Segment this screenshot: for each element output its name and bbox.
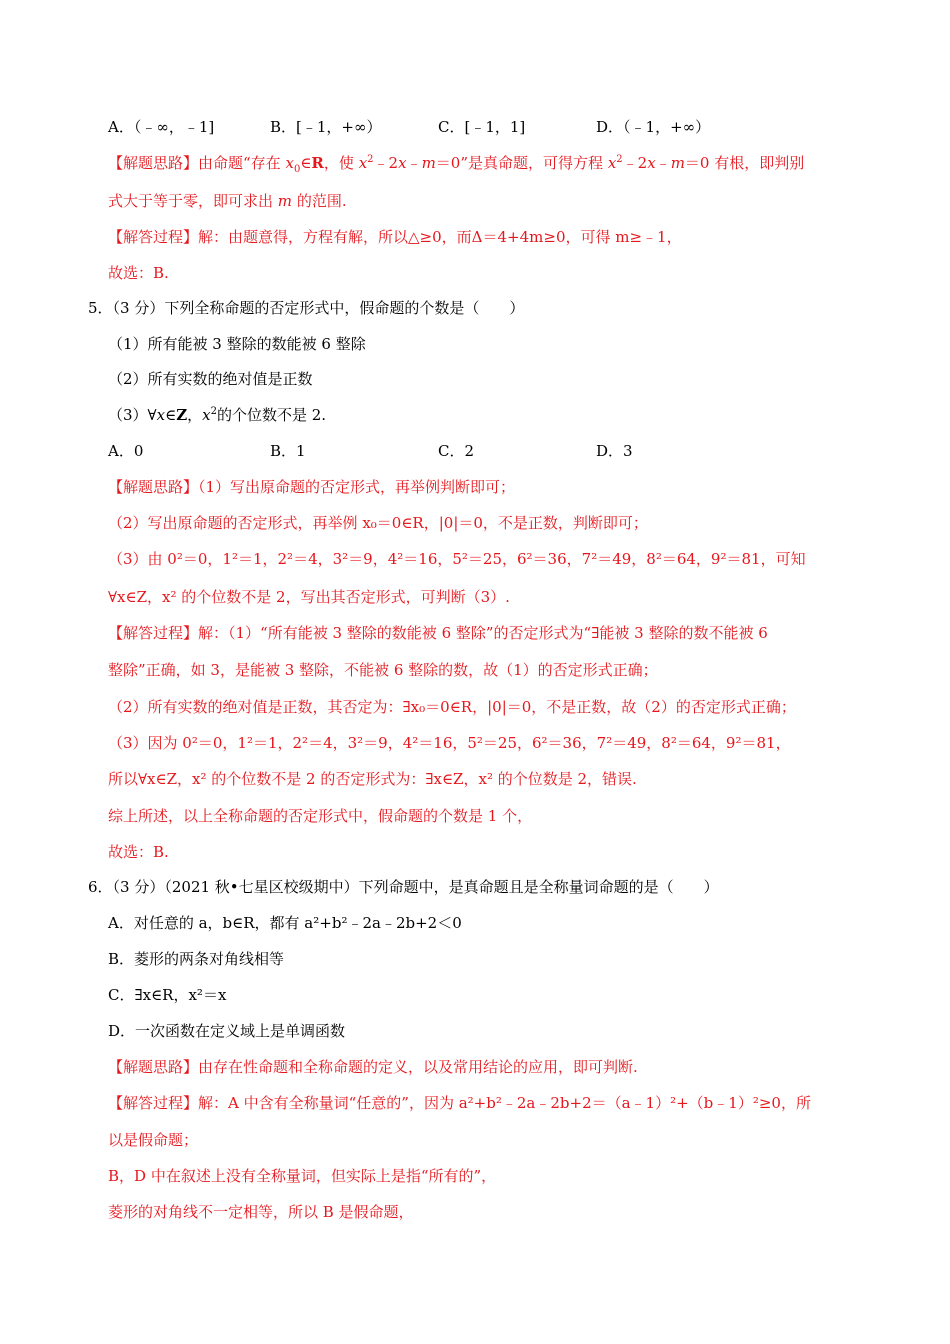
- q5-item-2: （2）所有实数的绝对值是正数: [108, 370, 313, 388]
- q6-hint: 【解题思路】由存在性命题和全称命题的定义，以及常用结论的应用，即可判断.: [108, 1058, 638, 1076]
- q5-hint-line1: 【解题思路】（1）写出原命题的否定形式，再举例判断即可；: [108, 478, 516, 496]
- q4-option-c: C．[﹣1，1]: [438, 118, 526, 136]
- q5-item-3: （3）∀x∈Z，$x^2$的个位数不是 2.: [108, 406, 327, 424]
- q5-sol-label: 【解答过程】: [108, 624, 199, 642]
- q5-sol-line5: 所以∀x∈Z，x² 的个位数不是 2 的否定形式为：∃x∈Z，x² 的个位数是 2，错误.: [108, 770, 637, 788]
- q5-sol-line6: 综上所述，以上全称命题的否定形式中，假命题的个数是 1 个，: [108, 807, 533, 825]
- q4-option-a: A．（﹣∞，﹣1]: [108, 118, 215, 136]
- q6-stem: 6．（3 分）（2021 秋•七星区校级期中）下列命题中，是真命题且是全称量词命题的是（ ）: [88, 878, 719, 896]
- q4-hint-label: 【解题思路】: [108, 154, 199, 172]
- q6-option-d: D．一次函数在定义域上是单调函数: [108, 1022, 346, 1040]
- q4-sol-label: 【解答过程】: [108, 228, 199, 246]
- q6-option-b: B．菱形的两条对角线相等: [108, 950, 285, 968]
- q5-stem: 5．（3 分）下列全称命题的否定形式中，假命题的个数是（ ）: [88, 299, 525, 317]
- q4-hint-line1: 【解题思路】由命题“存在 $x_0\in R$，使 $x^2﹣2x﹣m=0$”是真命题，可得方程 $x^2﹣2x﹣m=0$ 有根，即判别: [108, 154, 805, 175]
- q5-sol-line4: （3）因为 0²＝0，1²＝1，2²＝4，3²＝9，4²＝16，5²＝25，6²＝36，7²＝49，8²＝64，9²＝81，: [108, 734, 791, 752]
- q5-sol-line2: 整除”正确，如 3，是能被 3 整除，不能被 6 整除的数，故（1）的否定形式正确；: [108, 661, 658, 679]
- q5-hint-line3: （3）由 0²＝0，1²＝1，2²＝4，3²＝9，4²＝16，5²＝25，6²＝36，7²＝49，8²＝64，9²＝81，可知: [108, 550, 806, 568]
- q5-sol-line1: 【解答过程】解：（1）“所有能被 3 整除的数能被 6 整除”的否定形式为“∃能被 3 整除的数不能被 6: [108, 624, 768, 642]
- q5-option-b: B．1: [270, 442, 306, 460]
- q5-hint-line2: （2）写出原命题的否定形式，再举例 x₀＝0∈R，|0|＝0，不是正数，判断即可；: [108, 514, 648, 532]
- q6-option-c: C．∃x∈R，x²＝x: [108, 986, 227, 1004]
- q4-answer: 故选：B.: [108, 264, 169, 282]
- q6-sol-line4: 菱形的对角线不一定相等，所以 B 是假命题，: [108, 1203, 414, 1221]
- q4-option-b: B．[﹣1，+∞）: [270, 118, 382, 136]
- q4-option-d: D．（﹣1，+∞）: [596, 118, 711, 136]
- q6-sol-line2: 以是假命题；: [108, 1131, 199, 1149]
- q4-solution: 【解答过程】解：由题意得，方程有解，所以△≥0，而Δ＝4+4m≥0，可得 m≥﹣1，: [108, 228, 682, 246]
- q6-option-a: A．对任意的 a，b∈R，都有 a²+b²﹣2a﹣2b+2＜0: [108, 914, 462, 932]
- q5-option-c: C．2: [438, 442, 475, 460]
- q5-hint-label: 【解题思路】: [108, 478, 199, 496]
- q5-hint-line4: ∀x∈Z，x² 的个位数不是 2，写出其否定形式，可判断（3）.: [108, 588, 510, 606]
- q5-sol-line3: （2）所有实数的绝对值是正数，其否定为：∃x₀＝0∈R，|0|＝0，不是正数，故（2）的否定形式正确；: [108, 698, 796, 716]
- q5-answer: 故选：B.: [108, 843, 169, 861]
- q4-hint-line2: 式大于等于零，即可求出 m 的范围.: [108, 192, 347, 210]
- q6-sol-line1: 【解答过程】解：A 中含有全称量词“任意的”，因为 a²+b²﹣2a﹣2b+2＝（a﹣1）²+（b﹣1）²≥0，所: [108, 1094, 811, 1112]
- q5-option-d: D．3: [596, 442, 633, 460]
- q5-item-1: （1）所有能被 3 整除的数能被 6 整除: [108, 335, 366, 353]
- q6-sol-line3: B，D 中在叙述上没有全称量词，但实际上是指“所有的”，: [108, 1167, 497, 1185]
- q5-option-a: A．0: [108, 442, 144, 460]
- q6-hint-label: 【解题思路】: [108, 1058, 199, 1076]
- q6-sol-label: 【解答过程】: [108, 1094, 199, 1112]
